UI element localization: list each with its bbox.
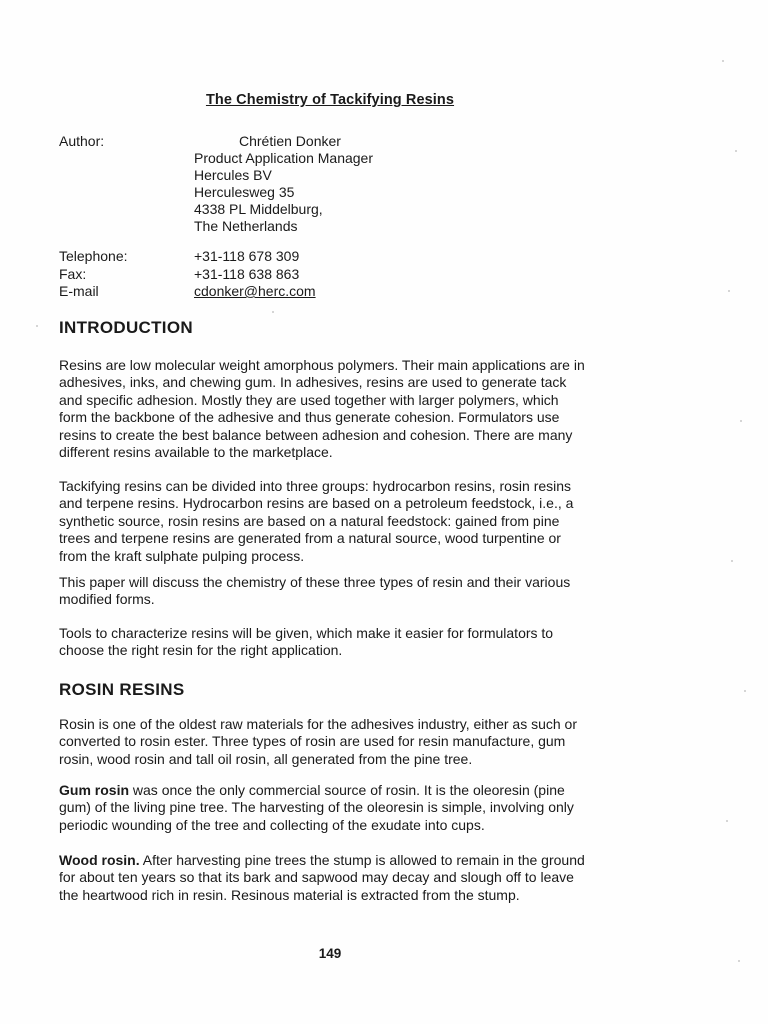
scan-speckle (36, 325, 38, 327)
telephone-value: +31-118 678 309 (194, 248, 300, 264)
scan-speckle (735, 150, 737, 152)
gum-rosin-text: was once the only commercial source of rosin. It is the oleoresin (pine gum) of the living pine tree. The harvesting of the oleoresin is simple, involving only periodic wounding of the tree and collecting of the exudate into cups. (59, 782, 574, 833)
contact-block (59, 248, 316, 301)
scan-speckle (272, 311, 274, 313)
author-street: Herculesweg 35 (194, 184, 295, 200)
scan-speckle (744, 690, 746, 692)
gum-rosin-term: Gum rosin (59, 782, 130, 798)
author-country: The Netherlands (194, 218, 298, 234)
scan-speckle (728, 290, 730, 292)
email-label: E-mail (59, 283, 99, 299)
scan-speckle (722, 60, 724, 62)
wood-rosin-text: After harvesting pine trees the stump is allowed to remain in the ground for about ten years so that its bark and sapwood may decay and slough off to leave the heartwood rich in resin. Resinous material is extracted from the stump. (59, 852, 585, 903)
fax-value: +31-118 638 863 (194, 265, 300, 282)
scan-speckle (738, 960, 740, 962)
gum-rosin-paragraph (59, 782, 589, 834)
rosin-intro-paragraph: Rosin is one of the oldest raw materials for the adhesives industry, either as such or converted to rosin ester. Three types of rosin are used for resin manufacture, gum rosin, wood rosin and tall oil rosin, all generated from the pine tree. (59, 716, 577, 767)
paper-title: The Chemistry of Tackifying Resins (205, 92, 455, 108)
email-link[interactable]: cdonker@herc.com (194, 283, 316, 299)
telephone-label: Telephone: (59, 248, 128, 264)
wood-rosin-paragraph (59, 852, 589, 904)
scan-speckle (726, 820, 728, 822)
intro-paragraph-3: This paper will discuss the chemistry of these three types of resin and their various modified forms. (59, 574, 571, 608)
page-number: 149 (318, 946, 342, 961)
intro-paragraph-1: Resins are low molecular weight amorphous polymers. Their main applications are in adhesives, inks, and chewing gum. In adhesives, resins are used to generate tack and specific adhesion. Mostly they are used together with larger polymers, which form the backbone of the adhesive and thus generate cohesion. Formulators use resins to create the best balance between adhesion and cohesion. There are many different resins available to the marketplace. (59, 357, 585, 461)
wood-rosin-term: Wood rosin. (59, 852, 140, 868)
author-label: Author: (59, 133, 105, 149)
fax-label: Fax: (59, 265, 87, 282)
scan-speckle (740, 420, 742, 422)
author-position: Product Application Manager (194, 150, 373, 166)
author-block (59, 133, 373, 235)
intro-paragraph-4: Tools to characterize resins will be given, which make it easier for formulators to choose the right resin for the right application. (59, 625, 554, 659)
rosin-resins-heading: ROSIN RESINS (59, 680, 185, 699)
intro-paragraph-2: Tackifying resins can be divided into three groups: hydrocarbon resins, rosin resins and terpene resins. Hydrocarbon resins are based on a petroleum feedstock, i.e., a synthetic source, rosin resins are based on a natural feedstock: gained from pine trees and terpene resins are generated from a natural source, wood turpentine or from the kraft sulphate pulping process. (59, 478, 574, 564)
author-name: Chrétien Donker (239, 133, 341, 149)
author-company: Hercules BV (194, 167, 272, 183)
introduction-heading: INTRODUCTION (59, 318, 193, 337)
author-city: 4338 PL Middelburg, (194, 201, 323, 217)
scan-speckle (731, 560, 733, 562)
